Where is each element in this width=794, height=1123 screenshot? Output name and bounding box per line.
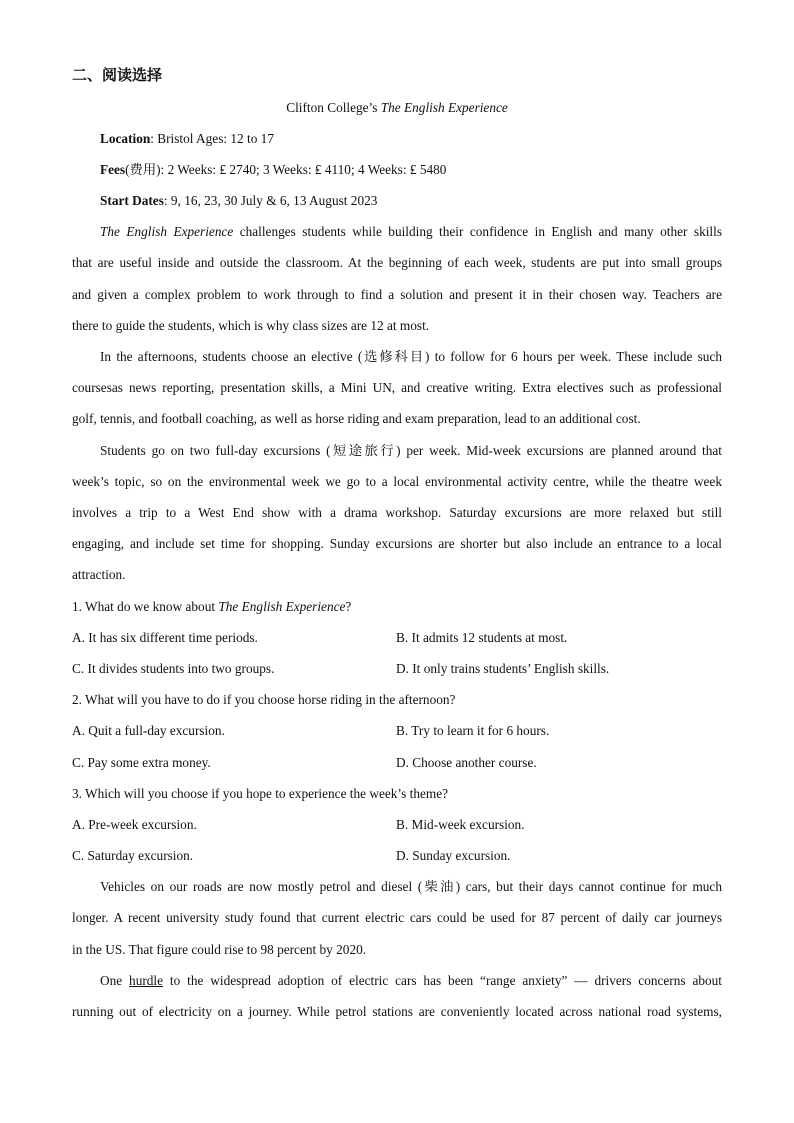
section-title: 二、阅读选择 (72, 66, 163, 84)
paragraph-line: that are useful inside and outside the classroom. At the beginning of each week, students are put into small groups (72, 255, 722, 270)
paragraph-line: in the US. That figure could rise to 98 percent by 2020. (72, 942, 367, 957)
question-stem: 2. What will you have to do if you choose horse riding in the afternoon? (72, 692, 456, 707)
paragraph-line (100, 224, 722, 240)
paragraph-line: there to guide the students, which is why class sizes are 12 at most. (72, 318, 430, 333)
option-b: B. Try to learn it for 6 hours. (396, 723, 550, 738)
location-line (100, 131, 722, 147)
dates-line (100, 193, 722, 209)
paragraph-line: coursesas news reporting, presentation skills, a Mini UN, and creative writing. Extra electives such as professional (72, 380, 722, 395)
option-d: D. Sunday excursion. (396, 848, 511, 863)
passage-title-italic: The English Experience (380, 100, 508, 115)
underlined-word: hurdle (129, 973, 164, 988)
question-stem: 3. Which will you choose if you hope to experience the week’s theme? (72, 786, 449, 801)
passage-title-plain: Clifton College’s (286, 100, 381, 115)
paragraph-line: golf, tennis, and football coaching, as well as horse riding and exam preparation, lead to an additional cost. (72, 411, 641, 426)
location-label: Location (100, 131, 151, 146)
dates-label: Start Dates (100, 193, 164, 208)
option-d: D. Choose another course. (396, 755, 537, 770)
paragraph-line: week’s topic, so on the environmental week we go to a local environmental activity centre, while the theatre week (72, 474, 722, 489)
paragraph-line: attraction. (72, 567, 126, 582)
question-stem-text: 1. What do we know about (72, 599, 219, 614)
paragraph-line: longer. A recent university study found that current electric cars could be used for 87 percent of daily car journeys (72, 910, 722, 925)
option-a: A. It has six different time periods. (72, 630, 258, 645)
fees-value: (费用): 2 Weeks: ₤ 2740; 3 Weeks: ₤ 4110; 4 Weeks: ₤ 5480 (125, 162, 447, 177)
option-a: A. Quit a full-day excursion. (72, 723, 225, 738)
option-d: D. It only trains students’ English skills. (396, 661, 610, 676)
question-stem-italic: The English Experience (218, 599, 346, 614)
paragraph-line: and given a complex problem to work through to find a solution and present it in their chosen way. Teachers are (72, 287, 722, 302)
paragraph-line: running out of electricity on a journey. While petrol stations are conveniently located across national road systems, (72, 1004, 722, 1019)
paragraph-line: Vehicles on our roads are now mostly petrol and diesel (柴油) cars, but their days cannot continue for much (100, 879, 722, 894)
option-b: B. Mid-week excursion. (396, 817, 525, 832)
p1-text: challenges students while building their confidence in English and many other skills (233, 224, 722, 239)
option-c: C. Pay some extra money. (72, 755, 211, 770)
question-stem-end: ? (345, 599, 352, 614)
option-c: C. Saturday excursion. (72, 848, 194, 863)
paragraph-line: involves a trip to a West End show with a drama workshop. Saturday excursions are more relaxed but still (72, 505, 722, 520)
option-b: B. It admits 12 students at most. (396, 630, 568, 645)
paragraph-line: In the afternoons, students choose an elective (选修科目) to follow for 6 hours per week. These include such (100, 349, 722, 364)
p2-start: One (100, 973, 130, 988)
p2-rest: to the widespread adoption of electric cars has been “range anxiety” — drivers concerns about (163, 973, 722, 988)
fees-line (100, 162, 722, 178)
dates-value: : 9, 16, 23, 30 July & 6, 13 August 2023 (163, 193, 378, 208)
option-a: A. Pre-week excursion. (72, 817, 197, 832)
paragraph-line: Students go on two full-day excursions (短途旅行) per week. Mid-week excursions are planned around that (100, 443, 722, 458)
option-c: C. It divides students into two groups. (72, 661, 275, 676)
question-stem (72, 599, 722, 615)
paragraph-line (100, 973, 722, 989)
fees-label: Fees (100, 162, 126, 177)
paragraph-line: engaging, and include set time for shopping. Sunday excursions are shorter but also include an entrance to a local (72, 536, 722, 551)
passage-title (72, 100, 722, 116)
location-value: : Bristol Ages: 12 to 17 (150, 131, 274, 146)
p1-italic: The English Experience (100, 224, 234, 239)
